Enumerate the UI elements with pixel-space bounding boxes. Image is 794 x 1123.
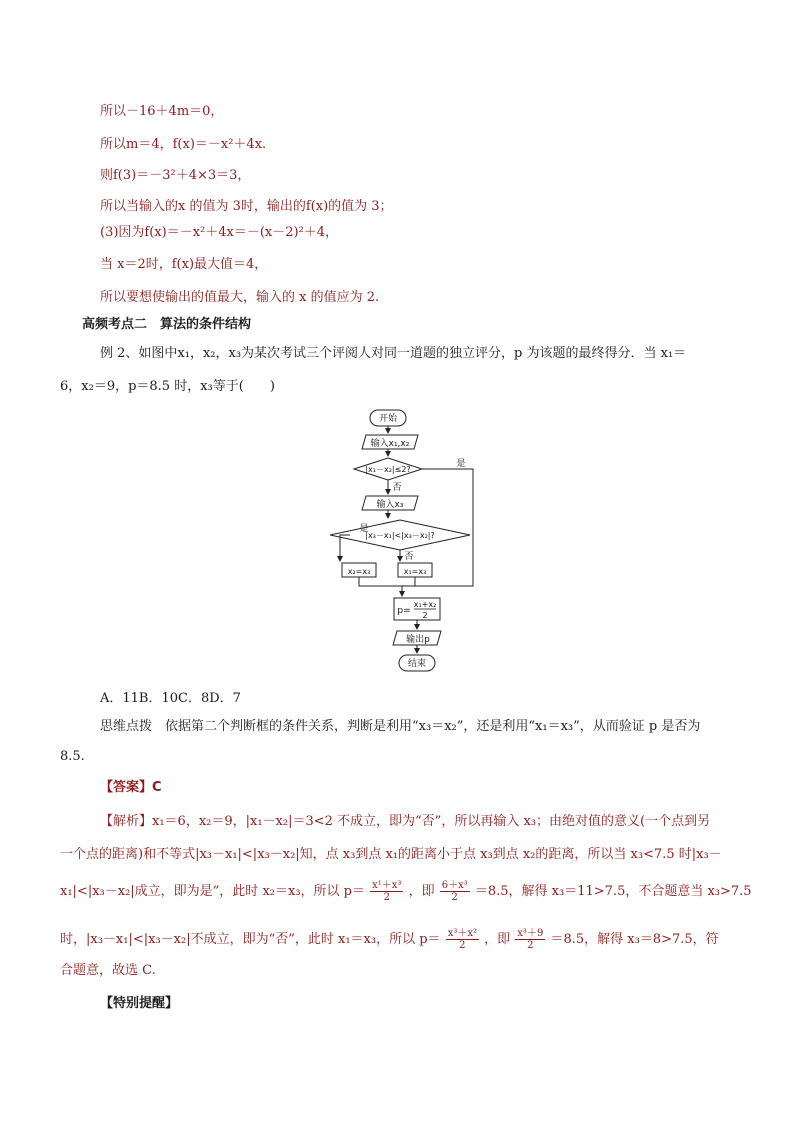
- flow-formula-num: x₁+x₂: [413, 600, 437, 609]
- flow-cond1-label: |x₁－x₂|≤2?: [365, 465, 411, 474]
- analysis-line-2: 一个点的距离)和不等式|x₃－x₁|<|x₃－x₂|知，点 x₃到点 x₁的距离小于点 x₃到点 x₂的距离，所以当 x₃<7.5 时|x₃－: [60, 847, 722, 862]
- section-title: 高频考点二 算法的条件结构: [82, 317, 252, 332]
- analysis-line-3: [60, 880, 752, 903]
- solution-line-6: 当 x＝2时，f(x)最大值＝4，: [100, 257, 268, 272]
- flow-no1-label: 否: [392, 483, 402, 493]
- flow-start-label: 开始: [378, 414, 398, 424]
- flow-assign-left-label: x₂=x₃: [347, 567, 371, 576]
- analysis-line-3a: x₁|<|x₃－x₂|成立，即为是”，此时 x₂＝x₃，所以 p＝: [60, 884, 365, 899]
- flow-assign-right-label: x₁=x₃: [403, 567, 427, 576]
- solution-line-1: 所以－16＋4m＝0，: [100, 104, 224, 119]
- fraction-4: $\frac{\text{x³＋9}}{2}$: [517, 928, 544, 951]
- flow-yes2-label: 是: [359, 524, 369, 534]
- analysis-line-4b: ，即: [484, 932, 511, 947]
- thinking-line-1: 思维点拨 依据第二个判断框的条件关系，判断是利用“x₃＝x₂”，还是利用“x₁＝x₃”，从而验证 p 是否为: [100, 719, 701, 734]
- thinking-line-2: 8.5.: [60, 749, 85, 764]
- answer-options: A．11B．10C．8D．7: [100, 691, 241, 706]
- flow-input2-label: 输入x₃: [376, 500, 404, 510]
- flow-cond2-label: |x₃－x₁|<|x₃－x₂|?: [365, 531, 435, 540]
- analysis-line-5: 合题意，故选 C.: [60, 963, 156, 978]
- analysis-line-3b: ，即: [408, 884, 435, 899]
- solution-line-4: 所以当输入的x 的值为 3时，输出的f(x)的值为 3；: [100, 199, 393, 214]
- flow-formula-den: 2: [422, 611, 428, 620]
- solution-line-3: 则f(3)＝－3²＋4×3＝3，: [100, 168, 251, 183]
- solution-line-7: 所以要想使输出的值最大，输入的 x 的值应为 2.: [100, 290, 380, 305]
- flow-input1-label: 输入x₁,x₂: [370, 439, 410, 449]
- special-note-title: 【特别提醒】: [100, 996, 179, 1011]
- fraction-3: $\frac{\text{x³＋x²}}{2}$: [447, 928, 477, 951]
- flowchart: [330, 405, 490, 675]
- analysis-line-4a: 时，|x₃－x₁|<|x₃－x₂|不成立，即为“否”，此时 x₁＝x₃，所以 p＝: [60, 932, 441, 947]
- flow-formula-p: p=: [397, 606, 411, 616]
- solution-line-5: (3)因为f(x)＝－x²＋4x＝－(x－2)²＋4，: [100, 225, 339, 240]
- fraction-1: $\frac{\text{x¹＋x³}}{2}$: [372, 880, 402, 903]
- analysis-line-4: [60, 928, 719, 951]
- example-line-2: 6，x₂＝9，p＝8.5 时，x₃等于( ): [60, 379, 275, 394]
- analysis-line-3c: ＝8.5，解得 x₃＝11>7.5，不合题意当 x₃>7.5: [474, 884, 752, 899]
- flow-end-label: 结束: [407, 659, 427, 669]
- fraction-2: $\frac{\text{6＋x³}}{2}$: [441, 880, 468, 903]
- analysis-line-4c: ＝8.5，解得 x₃＝8>7.5，符: [550, 932, 719, 947]
- flow-output-label: 输出p: [406, 635, 430, 645]
- flow-yes1-label: 是: [456, 459, 466, 469]
- example-line-1: 例 2、如图中x₁，x₂，x₃为某次考试三个评阅人对同一道题的独立评分，p 为该题的最终得分．当 x₁＝: [100, 346, 687, 361]
- flow-no2-label: 否: [404, 552, 414, 562]
- answer-label: 【答案】C: [100, 780, 162, 795]
- analysis-line-1: 【解析】x₁＝6，x₂＝9，|x₁－x₂|＝3<2 不成立，即为“否”，所以再输入 x₃；由绝对值的意义(一个点到另: [100, 814, 711, 829]
- solution-line-2: 所以m＝4，f(x)＝－x²＋4x.: [100, 137, 267, 152]
